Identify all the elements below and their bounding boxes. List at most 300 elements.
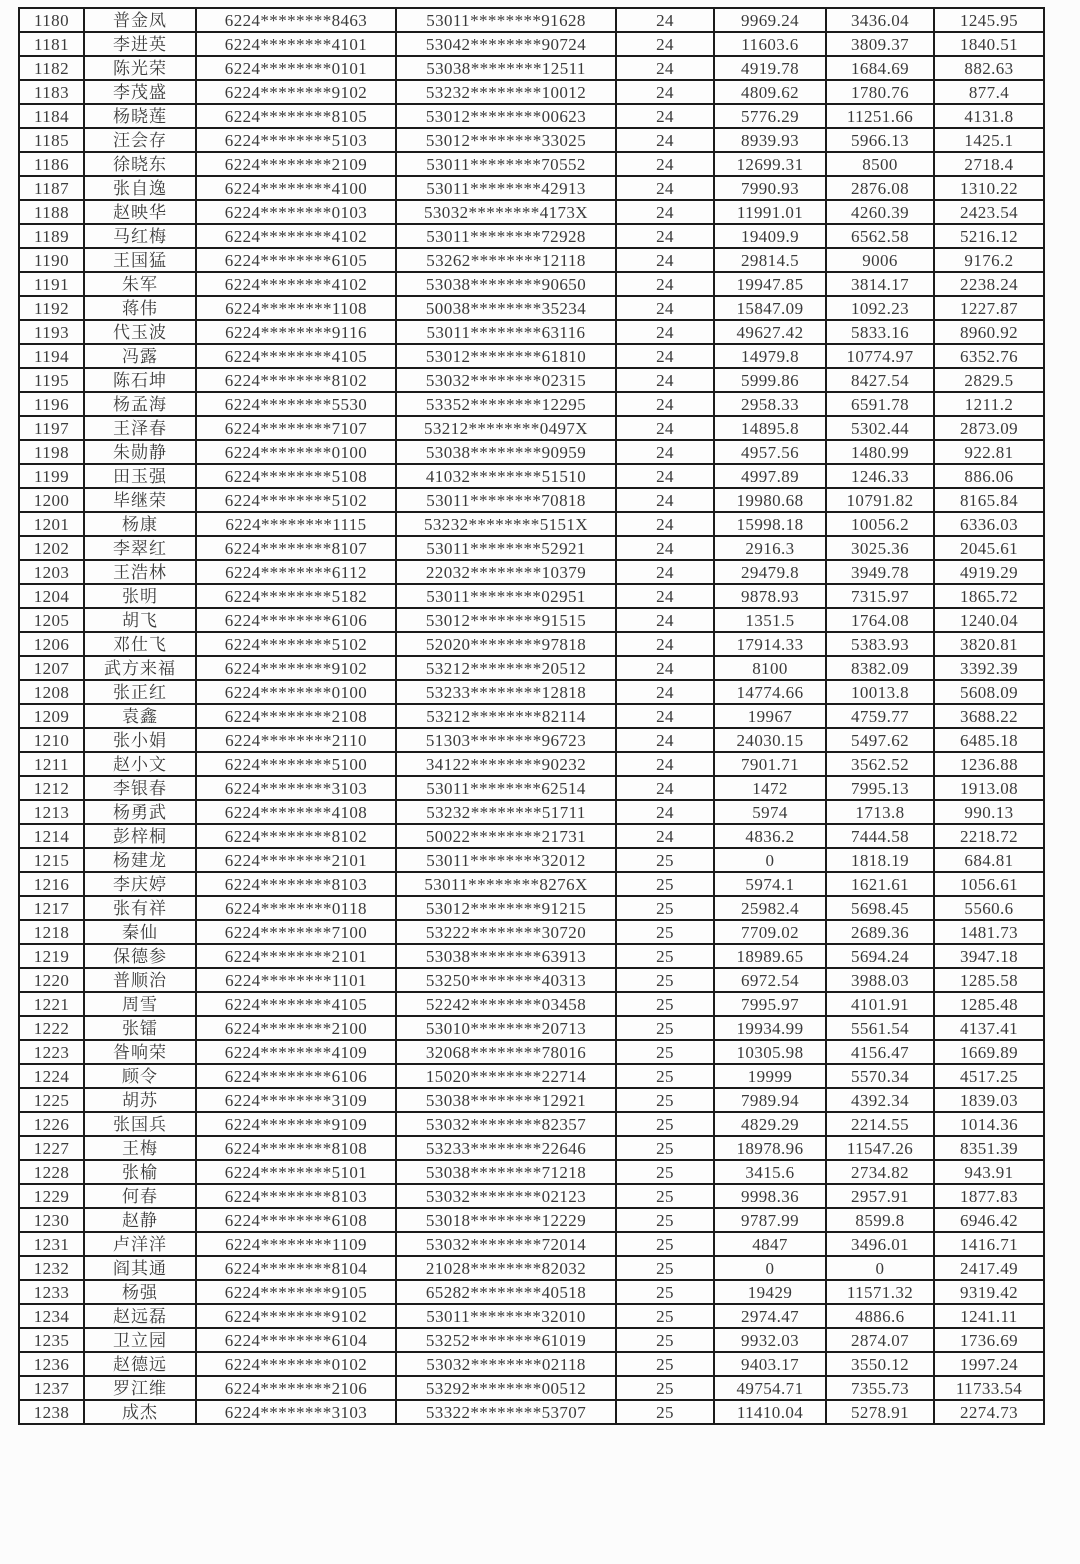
table-row: [19, 1400, 1044, 1424]
amount1-cell: 4957.56: [714, 440, 826, 464]
serial-cell: 1238: [19, 1400, 84, 1424]
serial-cell: 1225: [19, 1088, 84, 1112]
amount1-cell: 2974.47: [714, 1304, 826, 1328]
amount3-cell: 1997.24: [934, 1352, 1044, 1376]
amount1-cell: 10305.98: [714, 1040, 826, 1064]
serial-cell: 1210: [19, 728, 84, 752]
amount2-cell: 3025.36: [826, 536, 934, 560]
amount1-cell: 29814.5: [714, 248, 826, 272]
table-row: [19, 776, 1044, 800]
table-row: [19, 368, 1044, 392]
name-cell: 张镭: [84, 1016, 196, 1040]
serial-cell: 1198: [19, 440, 84, 464]
amount3-cell: 877.4: [934, 80, 1044, 104]
name-cell: 阎其通: [84, 1256, 196, 1280]
amount2-cell: 5383.93: [826, 632, 934, 656]
amount3-cell: 4919.29: [934, 560, 1044, 584]
serial-cell: 1228: [19, 1160, 84, 1184]
card-number-cell: 6224********0100: [196, 440, 396, 464]
table-row: [19, 1136, 1044, 1160]
serial-cell: 1224: [19, 1064, 84, 1088]
id-number-cell: 53011********32012: [396, 848, 616, 872]
name-cell: 杨建龙: [84, 848, 196, 872]
amount2-cell: 7355.73: [826, 1376, 934, 1400]
amount3-cell: 2718.4: [934, 152, 1044, 176]
amount1-cell: 8939.93: [714, 128, 826, 152]
amount2-cell: 5833.16: [826, 320, 934, 344]
period-cell: 24: [616, 800, 714, 824]
name-cell: 毕继荣: [84, 488, 196, 512]
table-row: [19, 1232, 1044, 1256]
serial-cell: 1206: [19, 632, 84, 656]
amount2-cell: 1780.76: [826, 80, 934, 104]
card-number-cell: 6224********4105: [196, 344, 396, 368]
id-number-cell: 41032********51510: [396, 464, 616, 488]
card-number-cell: 6224********2106: [196, 1376, 396, 1400]
period-cell: 25: [616, 1400, 714, 1424]
id-number-cell: 51303********96723: [396, 728, 616, 752]
amount2-cell: 8427.54: [826, 368, 934, 392]
amount1-cell: 4809.62: [714, 80, 826, 104]
name-cell: 彭梓桐: [84, 824, 196, 848]
table-row: [19, 1064, 1044, 1088]
amount3-cell: 1310.22: [934, 176, 1044, 200]
id-number-cell: 53011********8276X: [396, 872, 616, 896]
amount3-cell: 2417.49: [934, 1256, 1044, 1280]
table-row: [19, 1016, 1044, 1040]
amount3-cell: 6352.76: [934, 344, 1044, 368]
amount1-cell: 7990.93: [714, 176, 826, 200]
period-cell: 24: [616, 488, 714, 512]
id-number-cell: 53012********91515: [396, 608, 616, 632]
card-number-cell: 6224********2109: [196, 152, 396, 176]
serial-cell: 1207: [19, 656, 84, 680]
serial-cell: 1215: [19, 848, 84, 872]
name-cell: 王国猛: [84, 248, 196, 272]
name-cell: 李进英: [84, 32, 196, 56]
name-cell: 成杰: [84, 1400, 196, 1424]
table-row: [19, 704, 1044, 728]
amount3-cell: 1839.03: [934, 1088, 1044, 1112]
id-number-cell: 53212********82114: [396, 704, 616, 728]
card-number-cell: 6224********7100: [196, 920, 396, 944]
period-cell: 24: [616, 704, 714, 728]
amount3-cell: 6485.18: [934, 728, 1044, 752]
serial-cell: 1212: [19, 776, 84, 800]
amount3-cell: 1425.1: [934, 128, 1044, 152]
card-number-cell: 6224********5182: [196, 584, 396, 608]
amount1-cell: 4997.89: [714, 464, 826, 488]
card-number-cell: 6224********4101: [196, 32, 396, 56]
table-row: [19, 872, 1044, 896]
period-cell: 24: [616, 80, 714, 104]
serial-cell: 1219: [19, 944, 84, 968]
name-cell: 张有祥: [84, 896, 196, 920]
amount3-cell: 6336.03: [934, 512, 1044, 536]
card-number-cell: 6224********1115: [196, 512, 396, 536]
card-number-cell: 6224********4100: [196, 176, 396, 200]
amount1-cell: 7995.97: [714, 992, 826, 1016]
name-cell: 张榆: [84, 1160, 196, 1184]
amount3-cell: 5608.09: [934, 680, 1044, 704]
period-cell: 25: [616, 1088, 714, 1112]
table-row: [19, 1088, 1044, 1112]
table-row: [19, 560, 1044, 584]
id-number-cell: 53011********32010: [396, 1304, 616, 1328]
amount3-cell: 5216.12: [934, 224, 1044, 248]
period-cell: 25: [616, 1160, 714, 1184]
amount2-cell: 9006: [826, 248, 934, 272]
id-number-cell: 53252********61019: [396, 1328, 616, 1352]
amount2-cell: 3988.03: [826, 968, 934, 992]
amount1-cell: 8100: [714, 656, 826, 680]
period-cell: 24: [616, 344, 714, 368]
period-cell: 24: [616, 128, 714, 152]
serial-cell: 1203: [19, 560, 84, 584]
period-cell: 25: [616, 1232, 714, 1256]
name-cell: 李翠红: [84, 536, 196, 560]
name-cell: 普顺治: [84, 968, 196, 992]
card-number-cell: 6224********2110: [196, 728, 396, 752]
serial-cell: 1217: [19, 896, 84, 920]
name-cell: 杨晓莲: [84, 104, 196, 128]
serial-cell: 1230: [19, 1208, 84, 1232]
id-number-cell: 53222********30720: [396, 920, 616, 944]
table-row: [19, 728, 1044, 752]
period-cell: 25: [616, 968, 714, 992]
card-number-cell: 6224********6106: [196, 1064, 396, 1088]
serial-cell: 1221: [19, 992, 84, 1016]
amount3-cell: 882.63: [934, 56, 1044, 80]
card-number-cell: 6224********5103: [196, 128, 396, 152]
amount1-cell: 19999: [714, 1064, 826, 1088]
serial-cell: 1214: [19, 824, 84, 848]
id-number-cell: 53352********12295: [396, 392, 616, 416]
id-number-cell: 53032********4173X: [396, 200, 616, 224]
amount3-cell: 2218.72: [934, 824, 1044, 848]
serial-cell: 1220: [19, 968, 84, 992]
amount2-cell: 7995.13: [826, 776, 934, 800]
card-number-cell: 6224********8102: [196, 824, 396, 848]
table-row: [19, 56, 1044, 80]
table-row: [19, 8, 1044, 32]
serial-cell: 1227: [19, 1136, 84, 1160]
card-number-cell: 6224********7107: [196, 416, 396, 440]
card-number-cell: 6224********8104: [196, 1256, 396, 1280]
card-number-cell: 6224********6106: [196, 608, 396, 632]
amount1-cell: 24030.15: [714, 728, 826, 752]
amount3-cell: 8960.92: [934, 320, 1044, 344]
name-cell: 卫立园: [84, 1328, 196, 1352]
serial-cell: 1200: [19, 488, 84, 512]
card-number-cell: 6224********2101: [196, 944, 396, 968]
amount1-cell: 7989.94: [714, 1088, 826, 1112]
period-cell: 24: [616, 584, 714, 608]
period-cell: 25: [616, 944, 714, 968]
id-number-cell: 53322********53707: [396, 1400, 616, 1424]
name-cell: 张自逸: [84, 176, 196, 200]
amount1-cell: 7901.71: [714, 752, 826, 776]
card-number-cell: 6224********2101: [196, 848, 396, 872]
id-number-cell: 53011********02951: [396, 584, 616, 608]
amount1-cell: 18978.96: [714, 1136, 826, 1160]
card-number-cell: 6224********8108: [196, 1136, 396, 1160]
card-number-cell: 6224********6104: [196, 1328, 396, 1352]
table-row: [19, 536, 1044, 560]
payment-ledger-table: [18, 7, 1045, 1425]
name-cell: 朱军: [84, 272, 196, 296]
name-cell: 王浩林: [84, 560, 196, 584]
period-cell: 25: [616, 1280, 714, 1304]
id-number-cell: 53038********12921: [396, 1088, 616, 1112]
table-row: [19, 128, 1044, 152]
amount2-cell: 3814.17: [826, 272, 934, 296]
id-number-cell: 53233********22646: [396, 1136, 616, 1160]
serial-cell: 1235: [19, 1328, 84, 1352]
amount1-cell: 49754.71: [714, 1376, 826, 1400]
table-row: [19, 1304, 1044, 1328]
amount1-cell: 6972.54: [714, 968, 826, 992]
name-cell: 赵小文: [84, 752, 196, 776]
table-row: [19, 1256, 1044, 1280]
name-cell: 马红梅: [84, 224, 196, 248]
id-number-cell: 65282********40518: [396, 1280, 616, 1304]
amount2-cell: 10774.97: [826, 344, 934, 368]
amount2-cell: 1764.08: [826, 608, 934, 632]
period-cell: 24: [616, 680, 714, 704]
id-number-cell: 53232********5151X: [396, 512, 616, 536]
amount1-cell: 2958.33: [714, 392, 826, 416]
serial-cell: 1211: [19, 752, 84, 776]
amount3-cell: 2238.24: [934, 272, 1044, 296]
amount2-cell: 1246.33: [826, 464, 934, 488]
table-row: [19, 1184, 1044, 1208]
amount3-cell: 1669.89: [934, 1040, 1044, 1064]
card-number-cell: 6224********6105: [196, 248, 396, 272]
table-row: [19, 584, 1044, 608]
amount2-cell: 0: [826, 1256, 934, 1280]
amount1-cell: 4829.29: [714, 1112, 826, 1136]
period-cell: 24: [616, 536, 714, 560]
period-cell: 25: [616, 1208, 714, 1232]
name-cell: 蒋伟: [84, 296, 196, 320]
period-cell: 25: [616, 1256, 714, 1280]
amount2-cell: 2957.91: [826, 1184, 934, 1208]
amount3-cell: 3947.18: [934, 944, 1044, 968]
id-number-cell: 53012********33025: [396, 128, 616, 152]
amount1-cell: 9998.36: [714, 1184, 826, 1208]
amount1-cell: 3415.6: [714, 1160, 826, 1184]
name-cell: 杨孟海: [84, 392, 196, 416]
amount2-cell: 4392.34: [826, 1088, 934, 1112]
amount3-cell: 3820.81: [934, 632, 1044, 656]
period-cell: 25: [616, 1184, 714, 1208]
table-row: [19, 1160, 1044, 1184]
name-cell: 武方来福: [84, 656, 196, 680]
amount2-cell: 3562.52: [826, 752, 934, 776]
table-row: [19, 1208, 1044, 1232]
period-cell: 24: [616, 200, 714, 224]
id-number-cell: 53032********02118: [396, 1352, 616, 1376]
id-number-cell: 53038********90650: [396, 272, 616, 296]
period-cell: 25: [616, 896, 714, 920]
amount3-cell: 1056.61: [934, 872, 1044, 896]
name-cell: 胡飞: [84, 608, 196, 632]
serial-cell: 1216: [19, 872, 84, 896]
serial-cell: 1187: [19, 176, 84, 200]
amount3-cell: 1211.2: [934, 392, 1044, 416]
table-row: [19, 152, 1044, 176]
period-cell: 24: [616, 752, 714, 776]
card-number-cell: 6224********6108: [196, 1208, 396, 1232]
name-cell: 陈光荣: [84, 56, 196, 80]
table-row: [19, 32, 1044, 56]
table-row: [19, 848, 1044, 872]
amount1-cell: 2916.3: [714, 536, 826, 560]
table-row: [19, 272, 1044, 296]
id-number-cell: 21028********82032: [396, 1256, 616, 1280]
amount2-cell: 3496.01: [826, 1232, 934, 1256]
table-row: [19, 608, 1044, 632]
amount2-cell: 7315.97: [826, 584, 934, 608]
amount3-cell: 3688.22: [934, 704, 1044, 728]
amount2-cell: 10013.8: [826, 680, 934, 704]
table-row: [19, 320, 1044, 344]
amount1-cell: 15847.09: [714, 296, 826, 320]
amount3-cell: 684.81: [934, 848, 1044, 872]
amount3-cell: 1877.83: [934, 1184, 1044, 1208]
card-number-cell: 6224********3103: [196, 1400, 396, 1424]
amount1-cell: 9932.03: [714, 1328, 826, 1352]
period-cell: 24: [616, 176, 714, 200]
period-cell: 24: [616, 104, 714, 128]
table-row: [19, 1112, 1044, 1136]
amount1-cell: 4836.2: [714, 824, 826, 848]
name-cell: 李茂盛: [84, 80, 196, 104]
id-number-cell: 53011********62514: [396, 776, 616, 800]
name-cell: 周雪: [84, 992, 196, 1016]
amount2-cell: 1480.99: [826, 440, 934, 464]
amount1-cell: 0: [714, 848, 826, 872]
amount3-cell: 1481.73: [934, 920, 1044, 944]
table-row: [19, 968, 1044, 992]
table-row: [19, 200, 1044, 224]
table-row: [19, 632, 1044, 656]
card-number-cell: 6224********5102: [196, 488, 396, 512]
card-number-cell: 6224********4105: [196, 992, 396, 1016]
amount3-cell: 4131.8: [934, 104, 1044, 128]
period-cell: 24: [616, 512, 714, 536]
period-cell: 25: [616, 1352, 714, 1376]
period-cell: 25: [616, 1016, 714, 1040]
serial-cell: 1195: [19, 368, 84, 392]
amount1-cell: 1351.5: [714, 608, 826, 632]
period-cell: 24: [616, 320, 714, 344]
amount3-cell: 9319.42: [934, 1280, 1044, 1304]
serial-cell: 1191: [19, 272, 84, 296]
amount1-cell: 19980.68: [714, 488, 826, 512]
period-cell: 24: [616, 632, 714, 656]
amount1-cell: 49627.42: [714, 320, 826, 344]
serial-cell: 1213: [19, 800, 84, 824]
id-number-cell: 53012********00623: [396, 104, 616, 128]
name-cell: 赵静: [84, 1208, 196, 1232]
card-number-cell: 6224********5100: [196, 752, 396, 776]
card-number-cell: 6224********1101: [196, 968, 396, 992]
amount1-cell: 15998.18: [714, 512, 826, 536]
table-row: [19, 176, 1044, 200]
amount2-cell: 3809.37: [826, 32, 934, 56]
amount3-cell: 1236.88: [934, 752, 1044, 776]
amount1-cell: 14895.8: [714, 416, 826, 440]
period-cell: 25: [616, 848, 714, 872]
amount3-cell: 1014.36: [934, 1112, 1044, 1136]
name-cell: 张小娟: [84, 728, 196, 752]
amount3-cell: 1913.08: [934, 776, 1044, 800]
name-cell: 杨强: [84, 1280, 196, 1304]
card-number-cell: 6224********5108: [196, 464, 396, 488]
period-cell: 24: [616, 464, 714, 488]
card-number-cell: 6224********4108: [196, 800, 396, 824]
name-cell: 赵德远: [84, 1352, 196, 1376]
id-number-cell: 53232********10012: [396, 80, 616, 104]
amount3-cell: 943.91: [934, 1160, 1044, 1184]
name-cell: 张正红: [84, 680, 196, 704]
id-number-cell: 53032********02123: [396, 1184, 616, 1208]
card-number-cell: 6224********8103: [196, 872, 396, 896]
card-number-cell: 6224********9105: [196, 1280, 396, 1304]
table-row: [19, 824, 1044, 848]
amount3-cell: 1865.72: [934, 584, 1044, 608]
id-number-cell: 53262********12118: [396, 248, 616, 272]
amount2-cell: 1621.61: [826, 872, 934, 896]
amount2-cell: 4101.91: [826, 992, 934, 1016]
table-row: [19, 920, 1044, 944]
name-cell: 卢洋洋: [84, 1232, 196, 1256]
period-cell: 24: [616, 560, 714, 584]
name-cell: 汪会存: [84, 128, 196, 152]
card-number-cell: 6224********9116: [196, 320, 396, 344]
table-row: [19, 656, 1044, 680]
amount1-cell: 11603.6: [714, 32, 826, 56]
amount2-cell: 1713.8: [826, 800, 934, 824]
amount2-cell: 3550.12: [826, 1352, 934, 1376]
card-number-cell: 6224********8107: [196, 536, 396, 560]
serial-cell: 1182: [19, 56, 84, 80]
ledger-table-body: [19, 8, 1044, 1424]
name-cell: 秦仙: [84, 920, 196, 944]
id-number-cell: 53038********71218: [396, 1160, 616, 1184]
amount2-cell: 10056.2: [826, 512, 934, 536]
amount1-cell: 29479.8: [714, 560, 826, 584]
amount2-cell: 11251.66: [826, 104, 934, 128]
id-number-cell: 52242********03458: [396, 992, 616, 1016]
amount1-cell: 19429: [714, 1280, 826, 1304]
id-number-cell: 53011********52921: [396, 536, 616, 560]
period-cell: 25: [616, 1112, 714, 1136]
table-row: [19, 344, 1044, 368]
table-row: [19, 512, 1044, 536]
table-row: [19, 104, 1044, 128]
period-cell: 25: [616, 1376, 714, 1400]
card-number-cell: 6224********9102: [196, 80, 396, 104]
serial-cell: 1186: [19, 152, 84, 176]
id-number-cell: 53012********61810: [396, 344, 616, 368]
amount2-cell: 8599.8: [826, 1208, 934, 1232]
name-cell: 李银春: [84, 776, 196, 800]
name-cell: 袁鑫: [84, 704, 196, 728]
amount3-cell: 1241.11: [934, 1304, 1044, 1328]
